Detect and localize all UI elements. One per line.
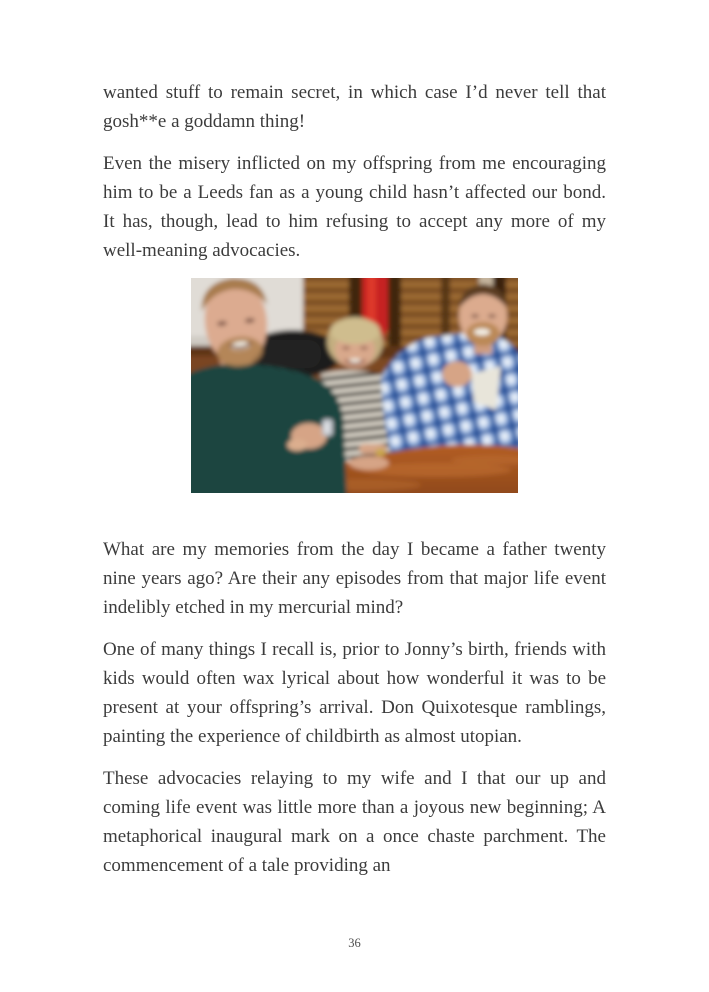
paragraph: One of many things I recall is, prior to Jonny’s birth, friends with kids would often wax lyrical about how wonderful it was to be present at your offspring’s arrival. Don Quixotesque ramblings, painting the experience of childbirth as almost utopian. xyxy=(103,639,606,747)
family-photo xyxy=(191,278,518,493)
text-column xyxy=(103,78,606,893)
paragraph: Even the misery inflicted on my offspring from me encouraging him to be a Leeds fan as a young child hasn’t affected our bond. It has, though, lead to him refusing to accept any more of my well-meaning advocacies. xyxy=(103,153,606,261)
paragraph: wanted stuff to remain secret, in which case I’d never tell that gosh**e a goddamn thing! xyxy=(103,82,606,132)
paragraph: These advocacies relaying to my wife and I that our up and coming life event was little more than a joyous new beginning; A metaphorical inaugural mark on a once chaste parchment. The commencement of a tale providing an xyxy=(103,768,606,876)
paragraph: What are my memories from the day I became a father twenty nine years ago? Are their any episodes from that major life event indelibly etched in my mercurial mind? xyxy=(103,539,606,618)
page-number: 36 xyxy=(348,936,361,950)
photo-illustration xyxy=(191,278,518,493)
